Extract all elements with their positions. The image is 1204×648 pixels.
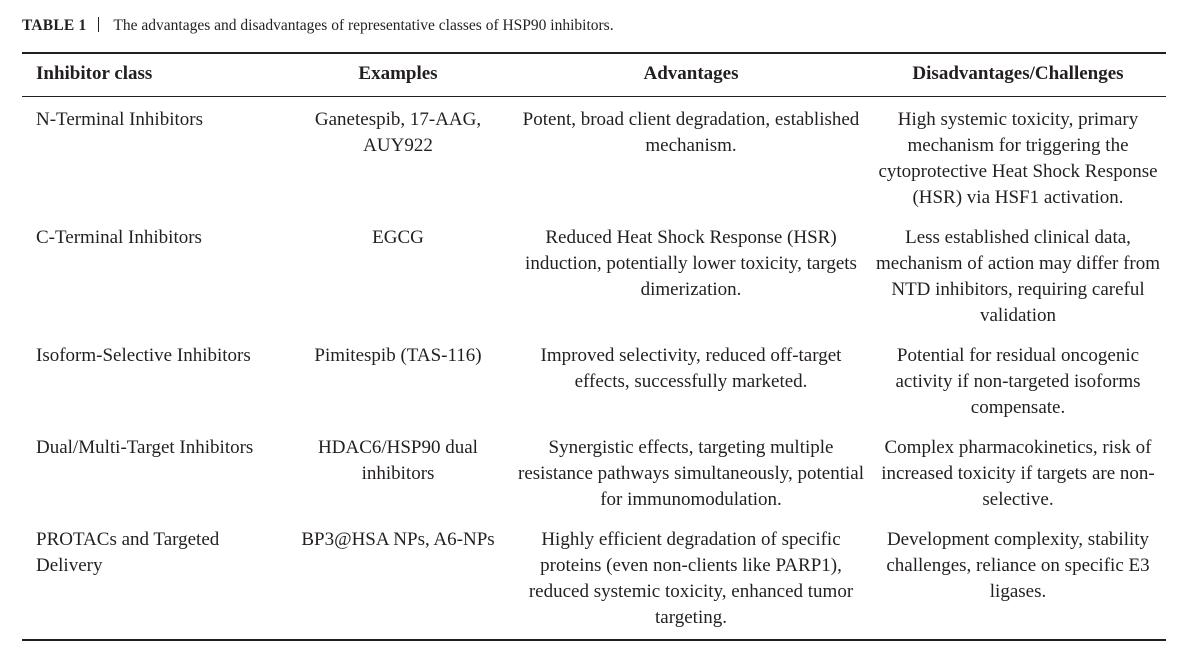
table-row — [22, 216, 1166, 334]
cell-inhibitor-class: N-Terminal Inhibitors — [36, 109, 203, 130]
table-row — [22, 334, 1166, 426]
table-row — [22, 97, 1166, 217]
cell-advantages: Highly efficient degradation of specific proteins (even non-clients like PARP1), reduced systemic toxicity, enhanced tumor targeting. — [528, 529, 854, 628]
cell-advantages: Synergistic effects, targeting multiple resistance pathways simultaneously, potential for immunomodulation. — [518, 437, 864, 510]
cell-examples: Pimitespib (TAS-116) — [314, 345, 482, 366]
table-row — [22, 426, 1166, 518]
table-label: TABLE 1 — [22, 17, 87, 34]
cell-inhibitor-class: Isoform-Selective Inhibitors — [36, 345, 251, 366]
cell-disadvantages: Less established clinical data, mechanism of action may differ from NTD inhibitors, requiring careful validation — [875, 227, 1161, 326]
cell-disadvantages: High systemic toxicity, primary mechanism for triggering the cytoprotective Heat Shock Response (HSR) via HSF1 activation. — [878, 109, 1158, 208]
cell-disadvantages: Development complexity, stability challenges, reliance on specific E3 ligases. — [886, 529, 1150, 602]
inhibitor-table — [22, 52, 1166, 641]
table-row — [22, 518, 1166, 640]
cell-advantages: Potent, broad client degradation, established mechanism. — [522, 109, 860, 156]
table-caption — [22, 15, 614, 37]
header-examples: Examples — [358, 63, 438, 84]
cell-inhibitor-class: PROTACs and Targeted Delivery — [36, 529, 220, 576]
table-header — [22, 53, 1166, 97]
header-inhibitor-class: Inhibitor class — [36, 63, 153, 84]
cell-examples: HDAC6/HSP90 dual inhibitors — [318, 437, 478, 484]
cell-examples: Ganetespib, 17-AAG, AUY922 — [314, 109, 482, 156]
cell-advantages: Reduced Heat Shock Response (HSR) induction, potentially lower toxicity, targets dimerization. — [525, 227, 857, 300]
cell-examples: EGCG — [372, 227, 424, 248]
cell-inhibitor-class: Dual/Multi-Target Inhibitors — [36, 437, 254, 458]
cell-examples: BP3@HSA NPs, A6-NPs — [301, 529, 495, 550]
caption-text: The advantages and disadvantages of representative classes of HSP90 inhibitors. — [113, 17, 614, 34]
header-advantages: Advantages — [643, 63, 739, 84]
caption-separator — [98, 17, 99, 32]
cell-advantages: Improved selectivity, reduced off-target effects, successfully marketed. — [540, 345, 842, 392]
table-body — [22, 97, 1166, 641]
header-row — [22, 53, 1166, 97]
inhibitor-table-container — [22, 52, 1166, 641]
header-disadvantages: Disadvantages/Challenges — [912, 63, 1124, 84]
cell-disadvantages: Complex pharmacokinetics, risk of increased toxicity if targets are non-selective. — [881, 437, 1155, 510]
cell-disadvantages: Potential for residual oncogenic activity if non-targeted isoforms compensate. — [895, 345, 1141, 418]
cell-inhibitor-class: C-Terminal Inhibitors — [36, 227, 202, 248]
